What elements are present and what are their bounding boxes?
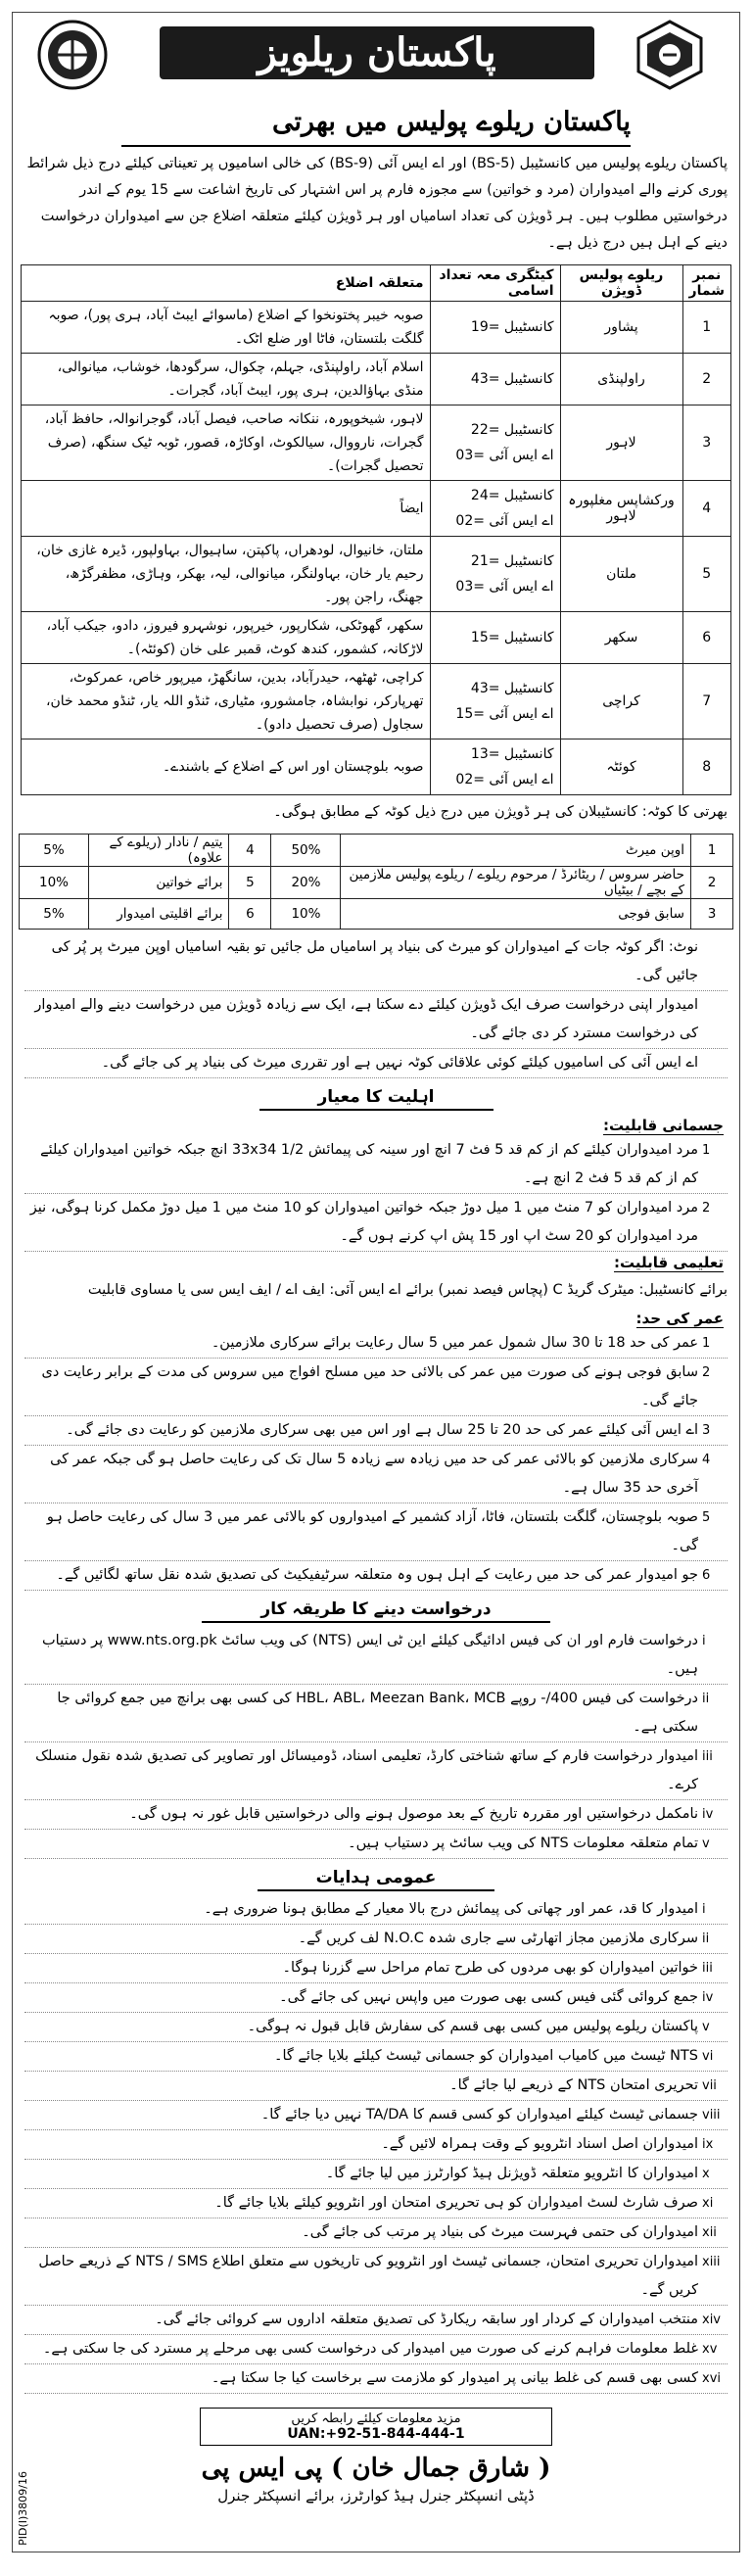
quota-number: 2 bbox=[691, 867, 733, 899]
category-count: کانسٹیبل =21 bbox=[470, 553, 554, 569]
list-item: امیدوار اپنی درخواست صرف ایک ڈویژن کیلئے دے سکتا ہے، ایک سے زیادہ ڈویژن میں درخواست دینے والے امیدوار کی درخواست مسترد کر دی جائے گی۔ bbox=[24, 991, 728, 1049]
item-text: سابق فوجی ہونے کی صورت میں عمر کی بالائی حد میں مسلح افواج میں سروس کی مدت کے برابر رعایت دی جائے گی۔ bbox=[41, 1364, 698, 1408]
list-item bbox=[24, 1925, 728, 1954]
quota-number: 3 bbox=[691, 899, 733, 930]
item-number: 1 bbox=[702, 1143, 711, 1158]
item-text: تحریری امتحان NTS کے ذریعے لیا جائے گا۔ bbox=[449, 2077, 698, 2093]
item-text: اے ایس آئی کیلئے عمر کی حد 20 تا 25 سال ہے اور اس میں بھی سرکاری ملازمین کو رعایت دی جائے گی۔ bbox=[66, 1422, 698, 1438]
item-text: تمام متعلقہ معلومات NTS کی ویب سائٹ پر دستیاب ہیں۔ bbox=[348, 1836, 698, 1851]
quota-row bbox=[20, 835, 733, 867]
category-count: کانسٹیبل =13 bbox=[470, 746, 554, 762]
category-count: اے ایس آئی =03 bbox=[455, 579, 554, 595]
pid-code: PID(I)3809/16 bbox=[17, 2471, 29, 2546]
quota-row bbox=[20, 867, 733, 899]
item-number: i bbox=[702, 1634, 706, 1648]
item-number: 5 bbox=[702, 1510, 711, 1525]
apply-title bbox=[13, 1598, 739, 1623]
item-number: xi bbox=[702, 2196, 714, 2211]
item-text: عمر کی حد 18 تا 30 سال شمول عمر میں 5 سال رعایت برائے سرکاری ملازمین۔ bbox=[211, 1335, 698, 1351]
table-row bbox=[22, 537, 731, 612]
row-districts: سکھر، گھوٹکی، شکارپور، خیرپور، نوشہرو فیروز، دادو، جیکب آباد، لاڑکانہ، کشمور، کندھ کوٹ، قمبر علی خان (کوئٹہ)۔ bbox=[22, 612, 431, 664]
quota-label: سابق فوجی bbox=[341, 899, 691, 930]
quota-table bbox=[19, 834, 733, 930]
item-text: درخواست کی فیس 400/- روپے HBL، ABL، Meezan Bank، MCB کی کسی بھی برانچ میں جمع کروائی جا سکتی ہے۔ bbox=[57, 1691, 698, 1735]
list-item bbox=[24, 2160, 728, 2189]
item-text: مرد امیدواران کیلئے کم از کم قد 5 فٹ 7 انچ اور سینہ کی پیمائش 33x34 1/2 انچ جبکہ خواتین امیدواران کیلئے کم از کم قد 5 فٹ 2 انچ ہے۔ bbox=[40, 1142, 698, 1186]
category-count: اے ایس آئی =02 bbox=[455, 513, 554, 529]
age-title bbox=[13, 1308, 739, 1329]
signatory-name: ( شارق جمال خان ) پی ایس پی bbox=[201, 2454, 551, 2483]
header bbox=[13, 13, 739, 103]
list-item bbox=[24, 2248, 728, 2306]
item-text: کسی بھی قسم کی غلط بیانی پر امیدوار کو ملازمت سے برخاست کیا جا سکتا ہے۔ bbox=[211, 2370, 698, 2386]
division-table bbox=[21, 264, 731, 795]
quota-percent: 10% bbox=[20, 867, 89, 899]
row-districts: کراچی، ٹھٹھہ، حیدرآباد، بدین، سانگھڑ، میرپور خاص، عمرکوٹ، تھرپارکر، نوابشاہ، جامشورو، مٹیاری، ٹنڈو اللہ یار، ٹنڈو محمد خان، سجاول (صرف تحصیل دادو)۔ bbox=[22, 664, 431, 739]
uan-number: UAN:+92-51-844-444-1 bbox=[287, 2426, 465, 2442]
general-title bbox=[13, 1867, 739, 1891]
general-list bbox=[13, 1895, 739, 2394]
row-division: ملتان bbox=[560, 537, 682, 612]
item-text: صوبہ بلوچستان، گلگت بلتستان، فاٹا، آزاد کشمیر کے امیدواروں کو بالائی عمر میں 3 سال کی رعایت حاصل ہو گی۔ bbox=[46, 1509, 698, 1553]
eligibility-title bbox=[13, 1086, 739, 1111]
item-number: xiii bbox=[702, 2255, 721, 2269]
quota-label: اوپن میرٹ bbox=[341, 835, 691, 867]
header-districts: متعلقہ اضلاع bbox=[22, 265, 431, 302]
header-division: ریلوے پولیس ڈویژن bbox=[560, 265, 682, 302]
item-text: پاکستان ریلوے پولیس میں کسی بھی قسم کی سفارش قابل قبول نہ ہوگی۔ bbox=[247, 2019, 698, 2034]
apply-title-text: درخواست دینے کا طریقہ کار bbox=[202, 1598, 549, 1623]
row-division: سکھر bbox=[560, 612, 682, 664]
item-text: امیدواران کی حتمی فہرست میرٹ کی بنیاد پر مرتب کی جائے گی۔ bbox=[302, 2224, 698, 2240]
list-item bbox=[24, 2130, 728, 2160]
item-number: 6 bbox=[702, 1568, 711, 1583]
apply-list bbox=[13, 1627, 739, 1859]
list-item bbox=[24, 1830, 728, 1859]
item-text: امیدوار کا قد، عمر اور چھاتی کی پیمائش درج بالا معیار کے مطابق ہونا ضروری ہے۔ bbox=[204, 1901, 698, 1917]
list-item bbox=[24, 2072, 728, 2101]
quota-number: 5 bbox=[229, 867, 271, 899]
list-item bbox=[24, 1194, 728, 1252]
footer bbox=[200, 2408, 552, 2504]
list-item bbox=[24, 2189, 728, 2218]
item-number: vi bbox=[702, 2049, 714, 2064]
division-table-header bbox=[22, 265, 731, 302]
intro-paragraph: پاکستان ریلوے پولیس میں کانسٹیبل (BS-5) اور اے ایس آئی (BS-9) کی خالی اسامیوں پر تعیناتی کیلئے درج ذیل شرائط پوری کرنے والے امیدواران (مرد و خواتین) سے مجوزہ فارم پر اس اشتہار کی تاریخ اشاعت سے 15 یوم کے اندر درخواستیں مطلوب ہیں۔ ہر ڈویژن کی تعداد اسامیاں اور ہر ڈویژن کیلئے متعلقہ اضلاع جن سے امیدواران درخواست دینے کے اہل ہیں درج ذیل ہے۔ bbox=[26, 156, 728, 251]
table-row bbox=[22, 354, 731, 405]
age-title-text: عمر کی حد: bbox=[635, 1310, 724, 1327]
education-line: برائے کانسٹیبل: میٹرک گریڈ C (پچاس فیصد نمبر) برائے اے ایس آئی: ایف اے / ایف ایس سی یا مساوی قابلیت bbox=[87, 1282, 728, 1298]
list-item bbox=[24, 1329, 728, 1359]
category-count: اے ایس آئی =15 bbox=[455, 706, 554, 722]
education-title bbox=[13, 1252, 739, 1273]
item-number: xiv bbox=[702, 2313, 721, 2327]
row-division: لاہور bbox=[560, 405, 682, 481]
item-text: غلط معلومات فراہم کرنے کی صورت میں امیدوار کی درخواست کسی بھی مرحلے پر مسترد کی جا سکتی ہے۔ bbox=[42, 2341, 698, 2357]
table-row bbox=[22, 664, 731, 739]
item-number: ii bbox=[702, 1932, 710, 1946]
quota-percent: 50% bbox=[271, 835, 341, 867]
category-count: کانسٹیبل =19 bbox=[470, 319, 554, 335]
item-text: نامکمل درخواستیں اور مقررہ تاریخ کے بعد موصول ہونے والی درخواستیں قابل غور نہ ہوں گی۔ bbox=[129, 1806, 698, 1822]
item-text: جمع کروائی گئی فیس کسی بھی صورت میں واپس نہیں کی جائے گی۔ bbox=[279, 1989, 698, 2005]
quota-label: برائے اقلیتی امیدوار bbox=[89, 899, 229, 930]
quota-label: برائے خواتین bbox=[89, 867, 229, 899]
row-districts: لاہور، شیخوپورہ، ننکانہ صاحب، فیصل آباد، گوجرانوالہ، حافظ آباد، گجرات، نارووال، سیالکوٹ، اوکاڑہ، قصور، ٹوبہ ٹیک سنگھ، (صرف تحصیل گجرات)۔ bbox=[22, 405, 431, 481]
item-number: 2 bbox=[702, 1201, 711, 1216]
list-item bbox=[24, 1136, 728, 1194]
item-text: خواتین امیدواران کو بھی مردوں کی طرح تمام مراحل سے گزرنا ہوگا۔ bbox=[282, 1960, 698, 1976]
row-division: کراچی bbox=[560, 664, 682, 739]
item-number: v bbox=[702, 2020, 710, 2034]
quota-number: 6 bbox=[229, 899, 271, 930]
table-row bbox=[22, 481, 731, 537]
row-districts: صوبہ خیبر پختونخوا کے اضلاع (ماسوائے ایبٹ آباد، ہری پور)، صوبہ گلگت بلتستان، فاٹا اور ضلع اٹک۔ bbox=[22, 302, 431, 354]
item-text: صرف شارٹ لسٹ امیدواران کو ہی تحریری امتحان اور انٹرویو کیلئے بلایا جائے گا۔ bbox=[214, 2195, 698, 2211]
list-item bbox=[24, 1503, 728, 1561]
education-title-text: تعلیمی قابلیت: bbox=[613, 1254, 724, 1271]
item-text: جو امیدوار عمر کی حد میں رعایت کے اہل ہوں وہ متعلقہ سرٹیفیکیٹ کی تصدیق شدہ نقل ساتھ لگائیں گے۔ bbox=[56, 1567, 698, 1583]
item-text: امیدوار درخواست فارم کے ساتھ شناختی کارڈ، تعلیمی اسناد، ڈومیسائل اور تصاویر کی تصدیق شدہ نقول منسلک کرے۔ bbox=[35, 1748, 698, 1792]
contact-box bbox=[200, 2408, 552, 2446]
quota-percent: 10% bbox=[271, 899, 341, 930]
physical-title-text: جسمانی قابلیت: bbox=[602, 1117, 724, 1134]
item-number: 1 bbox=[702, 1336, 711, 1351]
quota-label: حاضر سروس / ریٹائرڈ / مرحوم ریلوے / ریلوے پولیس ملازمین کے بچے / بیٹیاں bbox=[341, 867, 691, 899]
item-number: 3 bbox=[702, 1423, 711, 1438]
row-division: پشاور bbox=[560, 302, 682, 354]
item-number: xv bbox=[702, 2342, 718, 2357]
item-text: مرد امیدواران کو 7 منٹ میں 1 میل دوڑ جبکہ خواتین امیدواران کو 10 منٹ میں 1 میل دوڑ مکمل کرنا ہوگی، نیز مرد امیدواران کو 20 سٹ اپ اور 15 پش اپ کرنے ہوں گے۔ bbox=[29, 1200, 698, 1244]
quota-number: 1 bbox=[691, 835, 733, 867]
item-number: x bbox=[702, 2167, 710, 2181]
division-table-body bbox=[22, 302, 731, 795]
item-text: امیدواران کا انٹرویو متعلقہ ڈویژنل ہیڈ کوارٹرز میں لیا جائے گا۔ bbox=[325, 2166, 698, 2181]
item-number: iv bbox=[702, 1990, 714, 2005]
row-serial: 4 bbox=[682, 481, 730, 537]
page-title: پاکستان ریلویز bbox=[160, 26, 594, 79]
quota-percent: 5% bbox=[20, 835, 89, 867]
item-number: i bbox=[702, 1902, 706, 1917]
item-text: سرکاری ملازمین کو بالائی عمر کی حد میں زیادہ سے زیادہ 5 سال تک کی رعایت حاصل ہو گی جبکہ عمر کی آخری حد 35 سال ہے۔ bbox=[50, 1452, 698, 1496]
row-category bbox=[430, 302, 560, 354]
list-item bbox=[24, 2101, 728, 2130]
category-count: اے ایس آئی =03 bbox=[455, 448, 554, 463]
quota-label: یتیم / نادار (ریلوے کے علاوہ) bbox=[89, 835, 229, 867]
category-count: اے ایس آئی =02 bbox=[455, 772, 554, 787]
item-number: 4 bbox=[702, 1453, 711, 1467]
item-number: viii bbox=[702, 2108, 721, 2123]
quota-percent: 20% bbox=[271, 867, 341, 899]
page-subtitle: پاکستان ریلوے پولیس میں بھرتی bbox=[121, 103, 631, 147]
row-category bbox=[430, 481, 560, 537]
list-item bbox=[24, 2306, 728, 2335]
age-list bbox=[13, 1329, 739, 1591]
list-item bbox=[24, 1742, 728, 1800]
list-item bbox=[24, 1800, 728, 1830]
row-serial: 8 bbox=[682, 739, 730, 795]
row-division: ورکشاپس مغلپورہ لاہور bbox=[560, 481, 682, 537]
category-count: کانسٹیبل =15 bbox=[470, 630, 554, 645]
advertisement-page bbox=[12, 12, 740, 2552]
table-row bbox=[22, 405, 731, 481]
item-number: xvi bbox=[702, 2371, 721, 2386]
category-count: کانسٹیبل =43 bbox=[470, 371, 554, 387]
row-category bbox=[430, 739, 560, 795]
list-item bbox=[24, 1359, 728, 1416]
item-text: درخواست فارم اور ان کی فیس ادائیگی کیلئے این ٹی ایس (NTS) کی ویب سائٹ www.nts.org.pk پر دستیاب ہیں۔ bbox=[42, 1633, 698, 1677]
list-item bbox=[24, 1983, 728, 2013]
row-serial: 3 bbox=[682, 405, 730, 481]
list-item bbox=[24, 2042, 728, 2072]
item-number: iv bbox=[702, 1807, 714, 1822]
physical-title bbox=[13, 1115, 739, 1136]
category-count: کانسٹیبل =43 bbox=[470, 681, 554, 696]
contact-label: مزید معلومات کیلئے رابطہ کریں bbox=[291, 2411, 461, 2426]
item-number: iii bbox=[702, 1961, 713, 1976]
list-item bbox=[24, 1627, 728, 1685]
row-districts: ملتان، خانیوال، لودھراں، پاکپتن، ساہیوال، بہاولپور، ڈیرہ غازی خان، رحیم یار خان، بہاولنگر، میانوالی، لیہ، بھکر، وہاڑی، مظفرگڑھ، جھنگ، راجن پور۔ bbox=[22, 537, 431, 612]
list-item bbox=[24, 1685, 728, 1742]
list-item bbox=[24, 1446, 728, 1503]
list-item: نوٹ: اگر کوٹہ جات کے امیدواران کو میرٹ کی بنیاد پر اسامیاں مل جائیں تو بقیہ اسامیاں اوپن میرٹ پر پُر کی جائیں گی۔ bbox=[24, 933, 728, 991]
quota-number: 4 bbox=[229, 835, 271, 867]
list-item bbox=[24, 1416, 728, 1446]
row-category bbox=[430, 354, 560, 405]
row-districts: صوبہ بلوچستان اور اس کے اضلاع کے باشندے۔ bbox=[22, 739, 431, 795]
list-item bbox=[24, 1561, 728, 1591]
row-division: کوئٹہ bbox=[560, 739, 682, 795]
item-number: vii bbox=[702, 2078, 717, 2093]
quota-note: بھرتی کا کوٹہ: کانسٹیبلان کی ہر ڈویژن میں درج ذیل کوٹہ کے مطابق ہوگی۔ bbox=[273, 804, 728, 820]
signatory-designation: ڈپٹی انسپکٹر جنرل ہیڈ کوارٹرز، برائے انسپکٹر جنرل bbox=[217, 2487, 535, 2504]
railway-emblem-left-icon bbox=[36, 19, 109, 91]
item-number: ii bbox=[702, 1692, 710, 1706]
row-districts: ایضاً bbox=[22, 481, 431, 537]
item-text: سرکاری ملازمین مجاز اتھارٹی سے جاری شدہ N.O.C لف کریں گے۔ bbox=[298, 1931, 698, 1946]
list-item: اے ایس آئی کی اسامیوں کیلئے کوئی علاقائی کوٹہ نہیں ہے اور تقرری میرٹ کی بنیاد پر کی جائے گی۔ bbox=[24, 1049, 728, 1078]
list-item bbox=[24, 2013, 728, 2042]
general-title-text: عمومی ہدایات bbox=[258, 1867, 495, 1891]
row-serial: 2 bbox=[682, 354, 730, 405]
row-category bbox=[430, 537, 560, 612]
item-text: امیدواران تحریری امتحان، جسمانی ٹیسٹ اور انٹرویو کی تاریخوں سے متعلق اطلاع NTS / SMS کے ذریعے حاصل کریں گے۔ bbox=[38, 2254, 698, 2298]
row-districts: اسلام آباد، راولپنڈی، جہلم، چکوال، سرگودھا، خوشاب، میانوالی، منڈی بہاؤالدین، ہری پور، ایبٹ آباد، گجرات۔ bbox=[22, 354, 431, 405]
row-category bbox=[430, 405, 560, 481]
police-badge-right-icon bbox=[634, 19, 706, 91]
item-text: جسمانی ٹیسٹ کیلئے امیدواران کو کسی قسم کا TA/DA نہیں دیا جائے گا۔ bbox=[260, 2107, 698, 2123]
row-division: راولپنڈی bbox=[560, 354, 682, 405]
list-item bbox=[24, 2218, 728, 2248]
row-category bbox=[430, 612, 560, 664]
item-number: 2 bbox=[702, 1365, 711, 1380]
row-serial: 6 bbox=[682, 612, 730, 664]
row-category bbox=[430, 664, 560, 739]
item-text: امیدواران اصل اسناد انٹرویو کے وقت ہمراہ لائیں گے۔ bbox=[381, 2136, 698, 2152]
row-serial: 7 bbox=[682, 664, 730, 739]
notes-list bbox=[13, 933, 739, 1078]
table-row bbox=[22, 302, 731, 354]
list-item bbox=[24, 2335, 728, 2364]
category-count: کانسٹیبل =22 bbox=[470, 422, 554, 438]
quota-table-body bbox=[20, 835, 733, 930]
list-item bbox=[24, 2364, 728, 2394]
header-serial: نمبر شمار bbox=[682, 265, 730, 302]
physical-list bbox=[13, 1136, 739, 1252]
header-category: کیٹگری معہ تعداد اسامی bbox=[430, 265, 560, 302]
quota-percent: 5% bbox=[20, 899, 89, 930]
eligibility-title-text: اہلیت کا معیار bbox=[259, 1086, 494, 1111]
item-text: NTS ٹیسٹ میں کامیاب امیدواران کو جسمانی ٹیسٹ کیلئے بلایا جائے گا۔ bbox=[273, 2048, 698, 2064]
list-item bbox=[24, 1954, 728, 1983]
row-serial: 1 bbox=[682, 302, 730, 354]
table-row bbox=[22, 739, 731, 795]
row-serial: 5 bbox=[682, 537, 730, 612]
category-count: کانسٹیبل =24 bbox=[470, 488, 554, 503]
item-text: منتخب امیدواران کے کردار اور سابقہ ریکارڈ کی تصدیق متعلقہ اداروں سے کروائی جائے گی۔ bbox=[155, 2312, 698, 2327]
list-item bbox=[24, 1895, 728, 1925]
item-number: iii bbox=[702, 1749, 713, 1764]
quota-row bbox=[20, 899, 733, 930]
item-number: xii bbox=[702, 2225, 717, 2240]
item-number: v bbox=[702, 1837, 710, 1851]
table-row bbox=[22, 612, 731, 664]
item-number: ix bbox=[702, 2137, 714, 2152]
